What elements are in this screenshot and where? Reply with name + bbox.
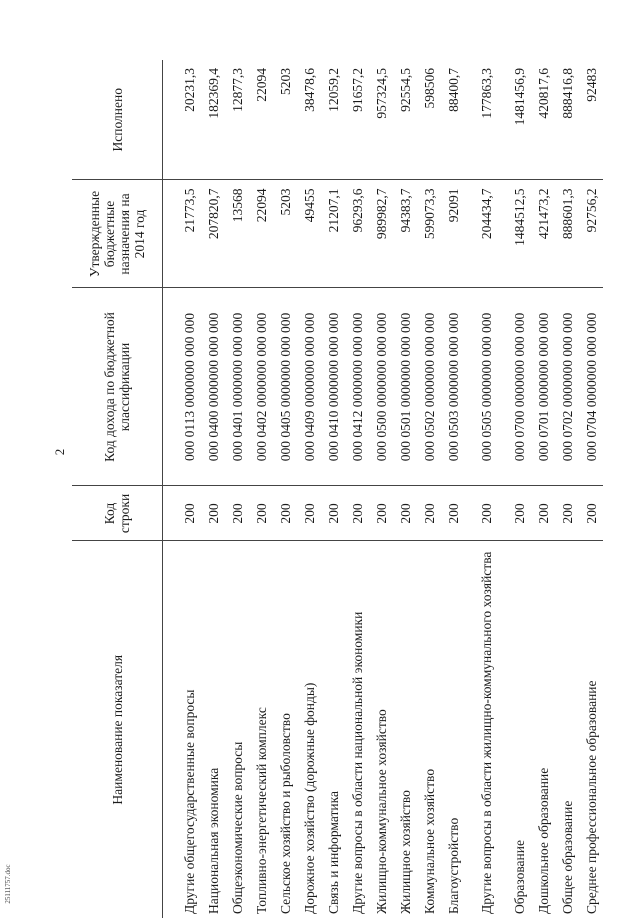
- cell-code: 200: [531, 486, 555, 541]
- cell-executed: 38478,6: [297, 60, 321, 180]
- cell-code: 200: [393, 486, 417, 541]
- cell-name: Жилищно-коммунальное хозяйство: [373, 709, 389, 914]
- cell-executed: 182369,4: [201, 60, 225, 180]
- cell-executed: 177863,3: [465, 60, 507, 180]
- cell-code: 200: [297, 486, 321, 541]
- cell-approved: 94383,7: [393, 180, 417, 288]
- cell-kbk: 000 0400 0000000 000 000: [201, 288, 225, 486]
- table-row: [393, 60, 417, 918]
- cell-code: 200: [579, 486, 603, 541]
- table-row: [201, 60, 225, 918]
- header-budget-classification-code: Код дохода по бюджетной классификации: [72, 288, 163, 486]
- header-approved-2014: Утвержденные бюджетные назначения на 2014 год: [72, 180, 163, 288]
- cell-executed: 20231,3: [163, 60, 202, 180]
- cell-name: Благоустройство: [445, 817, 461, 914]
- cell-name: Общеэкономические вопросы: [229, 741, 245, 914]
- table-body: [163, 60, 604, 918]
- cell-kbk: 000 0503 0000000 000 000: [441, 288, 465, 486]
- cell-approved: 599073,3: [417, 180, 441, 288]
- header-row-code: Код строки: [72, 486, 163, 541]
- cell-kbk: 000 0505 0000000 000 000: [465, 288, 507, 486]
- cell-approved: 421473,2: [531, 180, 555, 288]
- cell-executed: 88400,7: [441, 60, 465, 180]
- cell-executed: 1481456,9: [507, 60, 531, 180]
- cell-name: Среднее профессиональное образование: [583, 680, 599, 914]
- cell-code: 200: [441, 486, 465, 541]
- cell-kbk: 000 0502 0000000 000 000: [417, 288, 441, 486]
- cell-name: Дорожное хозяйство (дорожные фонды): [301, 682, 317, 914]
- cell-kbk: 000 0500 0000000 000 000: [369, 288, 393, 486]
- cell-name: Дошкольное образование: [535, 767, 551, 914]
- cell-approved: 21207,1: [321, 180, 345, 288]
- cell-code: 200: [555, 486, 579, 541]
- cell-executed: 420817,6: [531, 60, 555, 180]
- cell-code: 200: [249, 486, 273, 541]
- cell-name: Национальная экономика: [205, 767, 221, 914]
- cell-kbk: 000 0113 0000000 000 000: [163, 288, 202, 486]
- cell-name: Сельское хозяйство и рыболовство: [277, 713, 293, 914]
- budget-table-rotated: [72, 60, 599, 918]
- cell-kbk: 000 0700 0000000 000 000: [507, 288, 531, 486]
- cell-approved: 888601,3: [555, 180, 579, 288]
- cell-kbk: 000 0402 0000000 000 000: [249, 288, 273, 486]
- cell-approved: 207820,7: [201, 180, 225, 288]
- cell-name: Другие общегосударственные вопросы: [181, 689, 197, 914]
- cell-code: 200: [321, 486, 345, 541]
- cell-kbk: 000 0704 0000000 000 000: [579, 288, 603, 486]
- cell-kbk: 000 0401 0000000 000 000: [225, 288, 249, 486]
- table-row: [417, 60, 441, 918]
- cell-kbk: 000 0409 0000000 000 000: [297, 288, 321, 486]
- cell-code: 200: [273, 486, 297, 541]
- budget-execution-table: [72, 60, 603, 918]
- cell-approved: 989982,7: [369, 180, 393, 288]
- table-row: [163, 60, 202, 918]
- table-row: [441, 60, 465, 918]
- cell-name: Образование: [511, 840, 527, 914]
- cell-name: Коммунальное хозяйство: [421, 768, 437, 914]
- table-row: [225, 60, 249, 918]
- table-row: [579, 60, 603, 918]
- cell-kbk: 000 0410 0000000 000 000: [321, 288, 345, 486]
- table-header-row: [72, 60, 163, 918]
- cell-approved: 92091: [441, 180, 465, 288]
- table-row: [369, 60, 393, 918]
- cell-executed: 91657,2: [345, 60, 369, 180]
- table-row: [345, 60, 369, 918]
- cell-executed: 957324,5: [369, 60, 393, 180]
- cell-name: Связь и информатика: [325, 791, 341, 914]
- cell-name: Общее образование: [559, 800, 575, 914]
- header-indicator-name: Наименование показателя: [72, 541, 163, 918]
- cell-code: 200: [465, 486, 507, 541]
- cell-name: Другие вопросы в области жилищно-коммунального хозяйства: [478, 551, 494, 914]
- cell-approved: 96293,6: [345, 180, 369, 288]
- cell-kbk: 000 0701 0000000 000 000: [531, 288, 555, 486]
- cell-kbk: 000 0412 0000000 000 000: [345, 288, 369, 486]
- cell-kbk: 000 0702 0000000 000 000: [555, 288, 579, 486]
- cell-code: 200: [225, 486, 249, 541]
- cell-executed: 92554,5: [393, 60, 417, 180]
- table-row: [297, 60, 321, 918]
- page-number: 2: [52, 448, 67, 456]
- cell-kbk: 000 0501 0000000 000 000: [393, 288, 417, 486]
- cell-executed: 92483: [579, 60, 603, 180]
- cell-executed: 888416,8: [555, 60, 579, 180]
- table-row: [465, 60, 507, 918]
- table-row: [321, 60, 345, 918]
- cell-approved: 21773,5: [163, 180, 202, 288]
- table-row: [555, 60, 579, 918]
- cell-executed: 12059,2: [321, 60, 345, 180]
- cell-approved: 92756,2: [579, 180, 603, 288]
- cell-executed: 12877,3: [225, 60, 249, 180]
- header-executed: Исполнено: [72, 60, 163, 180]
- cell-code: 200: [345, 486, 369, 541]
- table-row: [507, 60, 531, 918]
- table-row: [249, 60, 273, 918]
- cell-approved: 204434,7: [465, 180, 507, 288]
- cell-code: 200: [507, 486, 531, 541]
- cell-name: Топливно-энергетический комплекс: [253, 707, 269, 914]
- cell-name: Другие вопросы в области национальной экономики: [349, 611, 365, 914]
- cell-code: 200: [163, 486, 202, 541]
- cell-kbk: 000 0405 0000000 000 000: [273, 288, 297, 486]
- footer-file-name: 25111757.doc: [4, 864, 12, 904]
- cell-executed: 5203: [273, 60, 297, 180]
- cell-code: 200: [201, 486, 225, 541]
- cell-code: 200: [369, 486, 393, 541]
- cell-approved: 22094: [249, 180, 273, 288]
- table-row: [273, 60, 297, 918]
- cell-approved: 1484512,5: [507, 180, 531, 288]
- table-row: [531, 60, 555, 918]
- cell-executed: 598506: [417, 60, 441, 180]
- cell-executed: 22094: [249, 60, 273, 180]
- cell-name: Жилищное хозяйство: [397, 790, 413, 914]
- cell-approved: 5203: [273, 180, 297, 288]
- cell-code: 200: [417, 486, 441, 541]
- cell-approved: 13568: [225, 180, 249, 288]
- cell-approved: 49455: [297, 180, 321, 288]
